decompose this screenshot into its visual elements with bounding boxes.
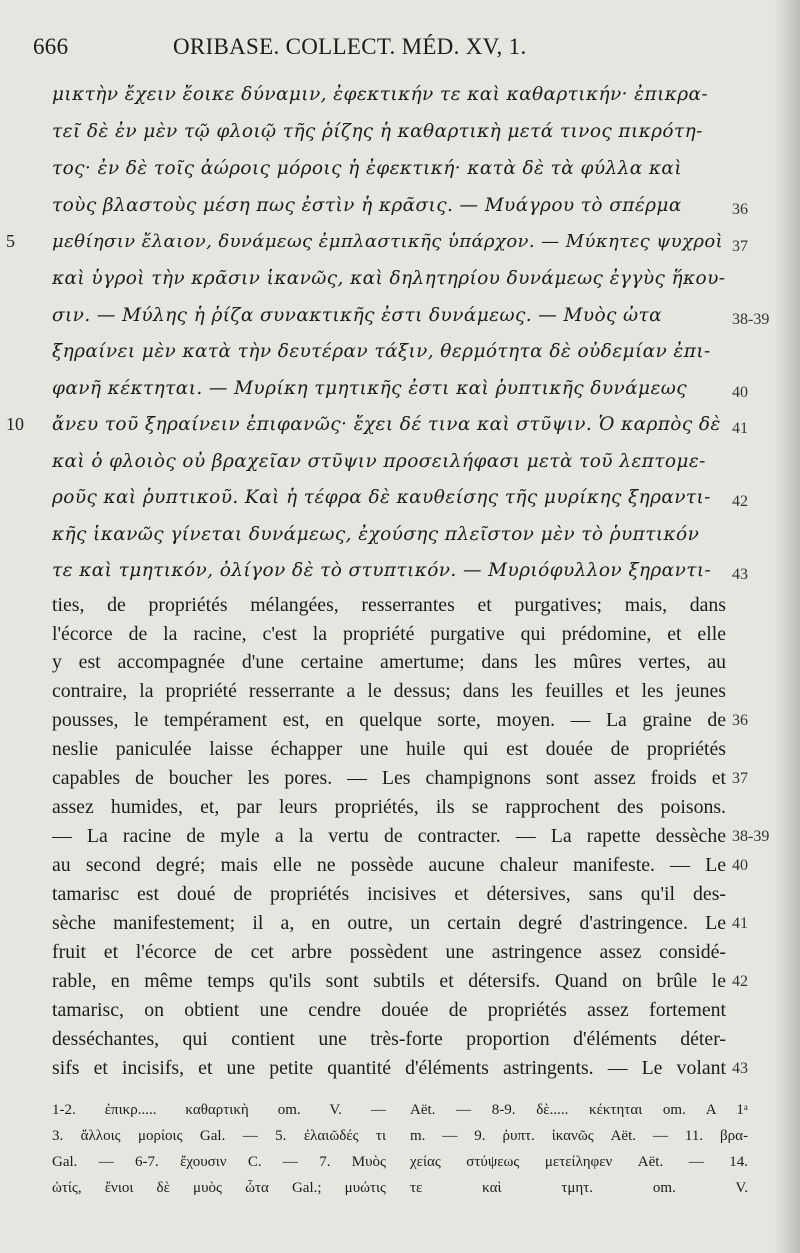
line-number: 10 — [6, 414, 24, 434]
section-number: 41 — [732, 420, 748, 437]
apparatus-note: m. — 9. ῥυπτ. ἱκανῶς Aët. — 11. βρα- — [410, 1128, 748, 1144]
section-number: 42 — [732, 973, 748, 990]
section-number: 41 — [732, 915, 748, 932]
greek-line: σιν. — Μύλης ἡ ῥίζα συνακτικῆς ἐστι δυνάμεως. — Μυὸς ὦτα — [52, 305, 663, 326]
french-line: y est accompagnée d'une certaine amertume; dans les mûres vertes, au — [52, 651, 726, 673]
section-number: 42 — [732, 493, 748, 510]
section-number: 40 — [732, 384, 748, 401]
apparatus-note: 1-2. ἐπικρ..... καθαρτικὴ om. V. — — [52, 1102, 386, 1118]
french-line: tamarisc est doué de propriétés incisives et détersives, sans qu'il des- — [52, 883, 726, 905]
french-line: sèche manifestement; il a, en outre, un certain degré d'astringence. Le — [52, 912, 726, 934]
greek-line: τος· ἐν δὲ τοῖς ἀώροις μόροις ἡ ἐφεκτική· κατὰ δὲ τὰ φύλλα καὶ — [52, 158, 682, 179]
section-number: 38-39 — [732, 311, 770, 328]
page-edge-shadow — [774, 0, 800, 1253]
section-number: 43 — [732, 1060, 748, 1077]
french-line: l'écorce de la racine, c'est la propriété purgative qui prédomine, et elle — [52, 623, 726, 645]
apparatus-note: χείας στύψεως μετείληφεν Aët. — 14. — [410, 1154, 748, 1170]
apparatus-note: Aët. — 8-9. δὲ..... κέκτηται om. A 1ᵃ — [410, 1102, 748, 1118]
french-line: assez humides, et, par leurs propriétés, ils se rapprochent des poisons. — [52, 796, 726, 818]
french-line: contraire, la propriété resserrante a le dessus; dans les feuilles et les jeunes — [52, 680, 726, 702]
french-line: au second degré; mais elle ne possède aucune chaleur manifeste. — Le — [52, 854, 726, 876]
section-number: 38-39 — [732, 828, 770, 845]
greek-line: κῆς ἱκανῶς γίνεται δυνάμεως, ἐχούσης πλεῖστον μὲν τὸ ῥυπτικόν — [52, 524, 700, 545]
french-line: neslie paniculée laisse échapper une huile qui est douée de propriétés — [52, 738, 726, 760]
greek-line: καὶ ὁ φλοιὸς οὐ βραχεῖαν στῦψιν προσειλήφασι μετὰ τοῦ λεπτομε- — [52, 451, 706, 472]
french-line: ties, de propriétés mélangées, resserrantes et purgatives; mais, dans — [52, 594, 726, 616]
french-line: — La racine de myle a la vertu de contracter. — La rapette dessèche — [52, 825, 726, 847]
greek-line: μικτὴν ἔχειν ἔοικε δύναμιν, ἐφεκτικήν τε καὶ καθαρτικήν· ἐπικρα- — [52, 84, 709, 105]
french-line: sifs et incisifs, et une petite quantité d'éléments astringents. — Le volant — [52, 1057, 726, 1079]
greek-line: ἄνευ τοῦ ξηραίνειν ἐπιφανῶς· ἔχει δέ τινα καὶ στῦψιν. Ὁ καρπὸς δὲ — [52, 414, 721, 435]
greek-line: τεῖ δὲ ἐν μὲν τῷ φλοιῷ τῆς ῥίζης ἡ καθαρτικὴ μετά τινος πικρότη- — [52, 121, 703, 142]
running-title: ORIBASE. COLLECT. MÉD. XV, 1. — [173, 34, 527, 59]
apparatus-note: ὠτίς, ἔνιοι δὲ μυὸς ὦτα Gal.; μυώτις — [52, 1180, 386, 1196]
apparatus-note: 3. ἄλλοις μορίοις Gal. — 5. ἐλαιῶδές τι — [52, 1128, 386, 1144]
greek-line: τε καὶ τμητικόν, ὀλίγον δὲ τὸ στυπτικόν. — Μυριόφυλλον ξηραντι- — [52, 560, 712, 581]
french-line: rable, en même temps qu'ils sont subtils et détersifs. Quand on brûle le — [52, 970, 726, 992]
french-line: capables de boucher les pores. — Les champignons sont assez froids et — [52, 767, 726, 789]
section-number: 43 — [732, 566, 748, 583]
section-number: 36 — [732, 712, 748, 729]
line-number: 5 — [6, 231, 15, 251]
section-number: 37 — [732, 238, 748, 255]
greek-line: φανῆ κέκτηται. — Μυρίκη τμητικῆς ἐστι καὶ ῥυπτικῆς δυνάμεως — [52, 378, 688, 399]
greek-line: ξηραίνει μὲν κατὰ τὴν δευτέραν τάξιν, θερμότητα δὲ οὐδεμίαν ἐπι- — [52, 341, 711, 362]
french-line: fruit et l'écorce de cet arbre possèdent une astringence assez considé- — [52, 941, 726, 963]
greek-line: καὶ ὑγροὶ τὴν κρᾶσιν ἱκανῶς, καὶ δηλητηρίου δυνάμεως ἐγγὺς ἥκου- — [52, 268, 726, 289]
section-number: 40 — [732, 857, 748, 874]
greek-line: ροῦς καὶ ῥυπτικοῦ. Καὶ ἡ τέφρα δὲ καυθείσης τῆς μυρίκης ξηραντι- — [52, 487, 711, 508]
greek-line: τοὺς βλαστοὺς μέση πως ἐστὶν ἡ κρᾶσις. — Μυάγρου τὸ σπέρμα — [52, 195, 682, 216]
french-line: desséchantes, qui contient une très-forte proportion d'éléments déter- — [52, 1028, 726, 1050]
apparatus-note: τε καὶ τμητ. om. V. — [410, 1180, 748, 1196]
french-line: tamarisc, on obtient une cendre douée de propriétés assez fortement — [52, 999, 726, 1021]
apparatus-note: Gal. — 6-7. ἔχουσιν C. — 7. Μυὸς — [52, 1154, 386, 1170]
running-header — [33, 34, 743, 68]
page-number: 666 — [33, 34, 69, 59]
section-number: 36 — [732, 201, 748, 218]
french-line: pousses, le tempérament est, en quelque sorte, moyen. — La graine de — [52, 709, 726, 731]
section-number: 37 — [732, 770, 748, 787]
greek-line: μεθίησιν ἔλαιον, δυνάμεως ἐμπλαστικῆς ὑπάρχον. — Μύκητες ψυχροὶ — [52, 231, 724, 252]
